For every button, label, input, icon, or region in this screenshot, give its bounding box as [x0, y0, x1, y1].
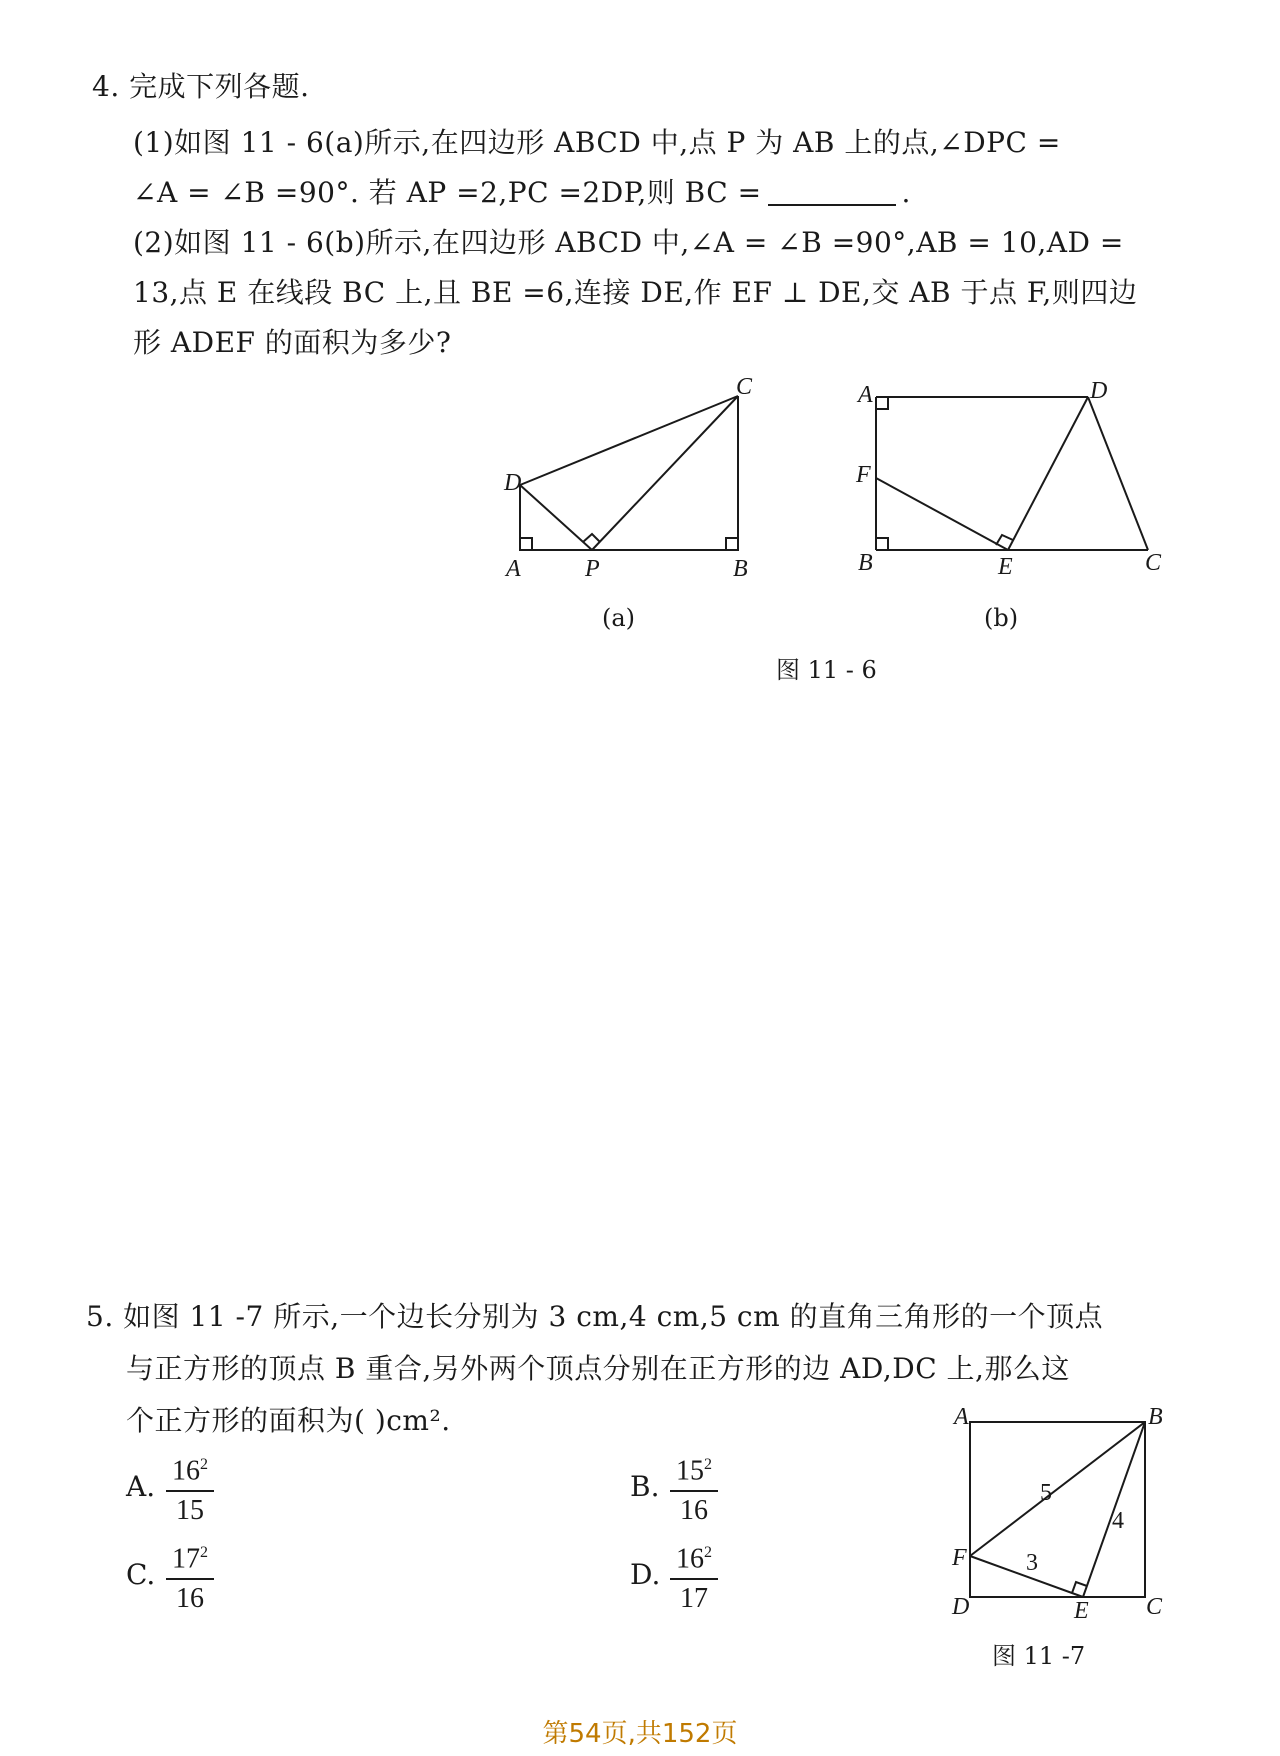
fig-a-point-c: C — [736, 374, 753, 400]
option-b-fraction — [670, 1448, 718, 1528]
option-c-label: C. — [126, 1558, 156, 1591]
q4-part2-line3: 形 ADEF 的面积为多少? — [133, 326, 452, 359]
option-b-denominator: 16 — [680, 1495, 708, 1527]
fig-a-point-d: D — [504, 470, 522, 496]
fig-b-point-a: A — [858, 382, 873, 408]
side-label-3: 3 — [1026, 1550, 1038, 1576]
option-d-denominator: 17 — [680, 1583, 708, 1615]
side-label-5: 5 — [1040, 1480, 1052, 1506]
q4-part2-line2: 13,点 E 在线段 BC 上,且 BE =6,连接 DE,作 EF ⊥ DE,交 AB 于点 F,则四边 — [133, 276, 1138, 309]
fig-11-7-point-b: B — [1148, 1404, 1163, 1430]
option-d-numerator: 16 — [676, 1543, 704, 1575]
option-c-exponent: 2 — [200, 1544, 208, 1561]
fig-b-point-d: D — [1090, 378, 1108, 404]
option-d-exponent: 2 — [704, 1544, 712, 1561]
q5-line2: 与正方形的顶点 B 重合,另外两个顶点分别在正方形的边 AD,DC 上,那么这 — [126, 1352, 1070, 1385]
option-c-numerator: 17 — [172, 1543, 200, 1575]
option-b-numerator: 15 — [676, 1455, 704, 1487]
option-a-numerator: 16 — [172, 1455, 200, 1487]
q4-part1-line2 — [133, 176, 911, 210]
fig-b-label: (b) — [984, 604, 1019, 632]
option-a-fraction — [166, 1448, 214, 1528]
option-b-label: B. — [630, 1470, 660, 1503]
fig-11-7-point-f: F — [952, 1545, 967, 1571]
q5-line3: 个正方形的面积为( )cm². — [126, 1404, 451, 1437]
q5-line1: 5. 如图 11 -7 所示,一个边长分别为 3 cm,4 cm,5 cm 的直角三角形的一个顶点 — [86, 1300, 1104, 1333]
fig-a-point-p: P — [585, 556, 600, 582]
q4-part1-line2-text: ∠A = ∠B =90°. 若 AP =2,PC =2DP,则 BC = — [133, 176, 762, 209]
option-a-label: A. — [126, 1470, 156, 1503]
fig-b-point-e: E — [998, 554, 1013, 580]
option-b-exponent: 2 — [704, 1456, 712, 1473]
q4-title: 4. 完成下列各题. — [92, 70, 310, 103]
fig-11-7-point-d: D — [952, 1594, 970, 1620]
q4-part2-line1: (2)如图 11 - 6(b)所示,在四边形 ABCD 中,∠A = ∠B =90°,AB = 10,AD = — [133, 226, 1124, 259]
figure-b-diagram — [876, 397, 1148, 550]
page-indicator: 第54页,共152页 — [542, 1719, 738, 1749]
option-c-fraction — [166, 1536, 214, 1616]
fig-11-6-caption: 图 11 - 6 — [776, 656, 877, 684]
fig-11-7-point-a: A — [954, 1404, 969, 1430]
fig-11-7-point-e: E — [1074, 1598, 1089, 1624]
fig-b-point-c: C — [1145, 550, 1162, 576]
fig-a-label: (a) — [602, 604, 636, 632]
fig-b-point-f: F — [856, 462, 871, 488]
option-a-exponent: 2 — [200, 1456, 208, 1473]
option-a-denominator: 15 — [176, 1495, 204, 1527]
q4-part1-line1: (1)如图 11 - 6(a)所示,在四边形 ABCD 中,点 P 为 AB 上的点,∠DPC = — [133, 126, 1061, 159]
option-c-denominator: 16 — [176, 1583, 204, 1615]
fig-b-point-b: B — [858, 550, 873, 576]
q4-part1-line2-end: . — [901, 176, 911, 209]
option-d-fraction — [670, 1536, 718, 1616]
figure-a-diagram — [520, 396, 738, 550]
fig-11-7-point-c: C — [1146, 1594, 1163, 1620]
fig-a-point-a: A — [506, 556, 521, 582]
option-d-label: D. — [630, 1558, 661, 1591]
fig-11-7-caption: 图 11 -7 — [992, 1642, 1086, 1670]
fig-a-point-b: B — [733, 556, 748, 582]
figure-11-7 — [940, 1400, 1180, 1640]
side-label-4: 4 — [1112, 1508, 1124, 1534]
figure-11-6 — [480, 370, 1200, 590]
answer-blank — [768, 180, 896, 206]
